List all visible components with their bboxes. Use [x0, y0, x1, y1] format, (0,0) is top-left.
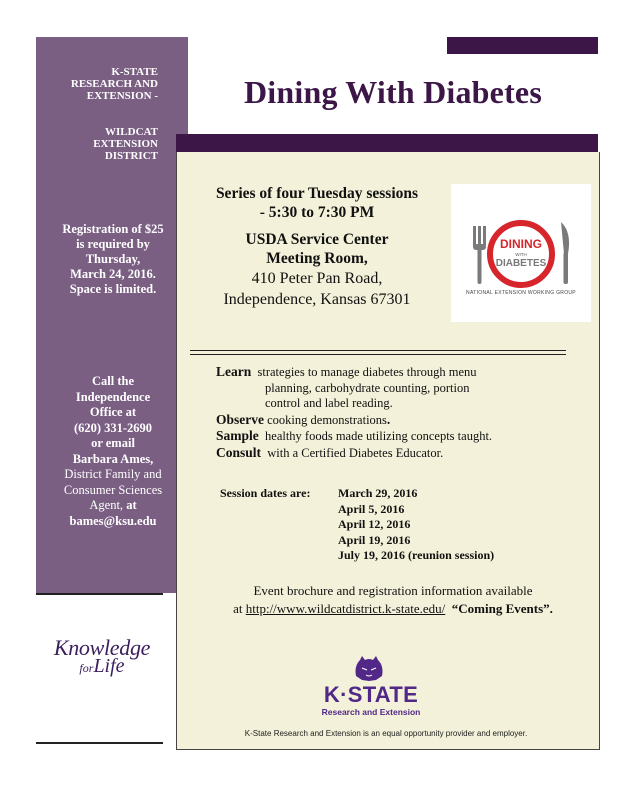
contact-title: Consumer Sciences	[63, 482, 163, 497]
registration-line: is required by	[76, 237, 150, 251]
top-accent-bar	[447, 37, 598, 54]
item-text: planning, carbohydrate counting, portion	[265, 380, 470, 395]
event-info	[188, 582, 598, 618]
item-end: .	[386, 411, 391, 427]
item-lead: Sample	[216, 428, 259, 443]
contact-line: Call the	[91, 374, 134, 388]
org-name	[71, 66, 158, 102]
registration-line: Thursday,	[85, 252, 141, 266]
session-label: Session dates are:	[220, 486, 311, 500]
dining-with-diabetes-logo	[451, 184, 591, 322]
item-text: with a Certified Diabetes Educator.	[267, 445, 444, 460]
schedule-time: - 5:30 to 7:30 PM	[259, 204, 375, 221]
session-row	[220, 502, 590, 518]
contact-line	[40, 498, 186, 514]
section-divider	[190, 350, 566, 351]
logo-word-with: WITH	[515, 252, 527, 257]
address-city: Independence, Kansas 67301	[223, 291, 411, 308]
district-name	[93, 126, 158, 162]
program-list	[216, 364, 586, 461]
session-date: April 5, 2016	[338, 501, 405, 516]
registration-line: Registration of $25	[62, 222, 164, 236]
event-link[interactable]: http://www.wildcatdistrict.k-state.edu/	[245, 601, 446, 616]
org-name-line: EXTENSION -	[86, 90, 158, 102]
session-row	[220, 486, 590, 502]
item-text: control and label reading.	[265, 396, 393, 410]
kfl-life: Life	[93, 655, 125, 677]
org-name-line: K-STATE	[111, 66, 158, 78]
item-text: cooking demonstrations	[267, 412, 387, 427]
session-date: April 19, 2016	[338, 532, 411, 547]
registration-line: Space is limited.	[69, 282, 157, 296]
header-accent-bar	[176, 134, 598, 152]
contact-at: at	[126, 498, 137, 512]
venue-name: USDA Service Center	[245, 231, 389, 248]
district-name-line: EXTENSION	[93, 138, 158, 150]
page-title: Dining With Diabetes	[244, 74, 542, 110]
phone-number: (620) 331-2690	[73, 420, 153, 435]
item-lead: Learn	[216, 364, 252, 379]
event-section: “Coming Events”.	[451, 601, 553, 616]
contact-line: Independence	[75, 389, 151, 404]
logo-word-dining: DINING	[500, 237, 542, 251]
logo-caption: NATIONAL EXTENSION WORKING GROUP	[466, 290, 576, 296]
section-divider	[190, 354, 566, 355]
event-prefix: at	[233, 601, 246, 616]
registration-line: March 24, 2016.	[70, 267, 156, 281]
registration-notice	[40, 222, 186, 297]
address-street: 410 Peter Pan Road,	[251, 270, 383, 287]
wildcat-icon	[352, 654, 386, 682]
email-address: bames@ksu.edu	[69, 513, 157, 528]
contact-title: District Family and	[64, 467, 162, 481]
session-date: April 12, 2016	[338, 517, 411, 531]
venue-room: Meeting Room,	[266, 250, 368, 267]
item-lead: Consult	[216, 444, 262, 460]
contact-line: or email	[91, 436, 135, 450]
list-item	[216, 412, 586, 429]
list-item	[216, 364, 586, 381]
district-name-line: DISTRICT	[104, 150, 158, 162]
kstate-subtitle: Research and Extension	[321, 707, 421, 717]
kfl-for: for	[79, 661, 94, 675]
logo-word-diabetes: DIABETES	[495, 258, 547, 269]
dining-ring	[490, 223, 552, 285]
item-text: strategies to manage diabetes through menu	[257, 365, 477, 379]
kfl-knowledge: Knowledge	[53, 635, 151, 660]
event-line	[188, 600, 598, 618]
schedule-info	[188, 184, 446, 310]
contact-info	[40, 374, 186, 529]
session-date: July 19, 2016 (reunion session)	[338, 548, 495, 562]
event-line: Event brochure and registration information available	[253, 583, 533, 598]
session-row	[220, 517, 590, 533]
org-name-line: RESEARCH AND	[70, 78, 158, 90]
sidebar-divider	[36, 593, 163, 595]
session-row	[220, 548, 590, 564]
district-name-line: WILDCAT	[105, 126, 158, 138]
schedule-line: Series of four Tuesday sessions	[215, 185, 419, 202]
kstate-wordmark: K·STATE	[323, 682, 419, 707]
bottom-divider	[36, 742, 163, 744]
session-dates	[220, 486, 590, 564]
footer-note: K-State Research and Extension is an equal opportunity provider and employer.	[244, 729, 528, 738]
contact-name: Barbara Ames,	[72, 451, 154, 466]
session-date: March 29, 2016	[338, 486, 418, 500]
knife-icon	[561, 222, 569, 284]
list-item	[216, 445, 586, 462]
list-item	[216, 428, 586, 445]
contact-line: Office at	[89, 405, 137, 419]
item-text: healthy foods made utilizing concepts taught.	[265, 429, 493, 443]
session-row	[220, 533, 590, 549]
fork-icon	[473, 226, 486, 284]
knowledge-for-life-logo	[40, 635, 164, 678]
item-lead: Observe	[216, 411, 264, 427]
contact-title: Agent,	[89, 498, 127, 512]
